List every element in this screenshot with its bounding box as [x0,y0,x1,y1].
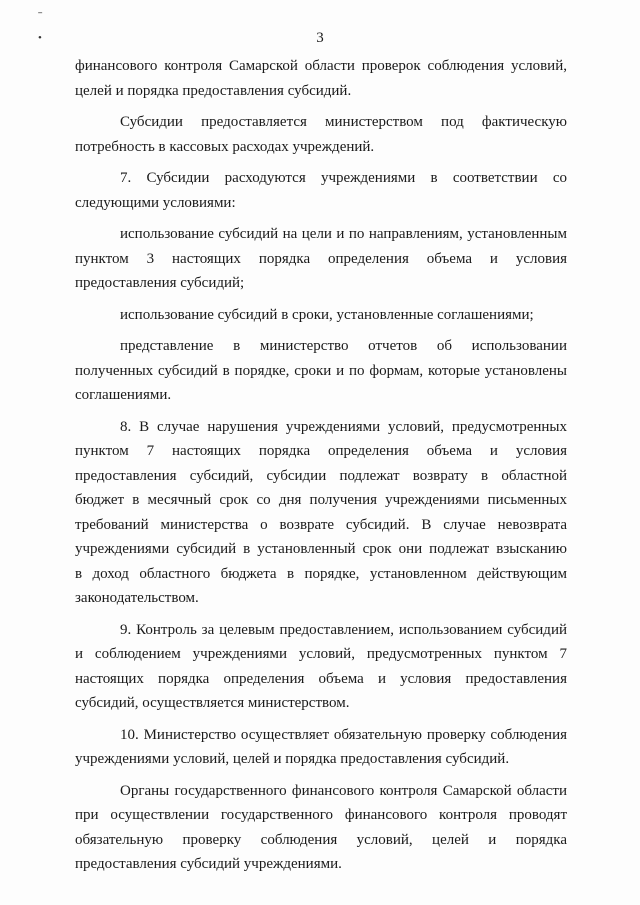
paragraph [75,303,567,328]
paragraph [75,110,567,159]
text-line: целей и порядка предоставления субсидий. [75,82,352,99]
scan-dot: • [38,32,42,44]
paragraph [75,779,567,877]
text-line: законодательством. [75,590,199,606]
text-line: требований министерства о возврате субсидий. В случае невозврата [75,516,567,533]
paragraph [75,415,567,611]
document-body [75,54,567,877]
text-line: предоставления субсидий; [75,275,245,291]
text-line: 8. В случае нарушения учреждениями условий, предусмотренных [120,418,567,435]
text-line: в доход областного бюджета в порядке, установленном действующим [75,565,567,582]
text-line: 9. Контроль за целевым предоставлением, использованием субсидий [120,621,567,638]
text-line: использование субсидий в сроки, установленные соглашениями; [120,306,534,323]
text-line: Органы государственного финансового контроля Самарской области [120,782,567,799]
text-line: финансового контроля Самарской области проверок соблюдения условий, [75,58,567,74]
scan-mark: ˉ [38,8,43,23]
text-line: бюджет в месячный срок со дня получения учреждениями письменных [75,492,567,508]
text-line: следующими условиями: [75,194,236,211]
text-line: и соблюдением учреждениями условий, предусмотренных пунктом 7 [75,646,567,662]
text-line: предоставления субсидий учреждениями. [75,856,342,872]
text-line: пунктом 7 настоящих порядка определения объема и условия [75,443,567,459]
paragraph [75,723,567,772]
text-line: потребность в кассовых расходах учреждений. [75,138,375,155]
text-line: при осуществлении государственного финансового контроля проводят [75,807,567,823]
text-line: учреждениями условий, целей и порядка предоставления субсидий. [75,751,510,767]
text-line: представление в министерство отчетов об использовании [120,338,567,354]
text-line: предоставления субсидий, субсидии подлежат возврату в областной [75,467,567,484]
text-line: обязательную проверку соблюдения условий, целей и порядка [75,831,567,848]
text-line: учреждениями субсидий в установленный срок они подлежат взысканию [75,541,567,557]
paragraph [75,334,567,408]
paragraph [75,54,567,103]
text-line: настоящих порядка определения объема и условия предоставления [75,670,567,687]
paragraph [75,222,567,296]
text-line: пунктом 3 настоящих порядка определения объема и условия [75,250,567,267]
paragraph [75,618,567,716]
page-number: 3 [316,30,324,46]
paragraph [75,166,567,215]
text-line: соглашениями. [75,387,172,403]
text-line: использование субсидий на цели и по направлениям, установленным [120,226,567,242]
text-line: 7. Субсидии расходуются учреждениями в соответствии со [120,170,567,186]
text-line: субсидий, осуществляется министерством. [75,695,350,711]
text-line: Субсидии предоставляется министерством под фактическую [120,114,567,130]
text-line: полученных субсидий в порядке, сроки и по формам, которые установлены [75,362,567,379]
text-line: 10. Министерство осуществляет обязательную проверку соблюдения [120,726,567,743]
